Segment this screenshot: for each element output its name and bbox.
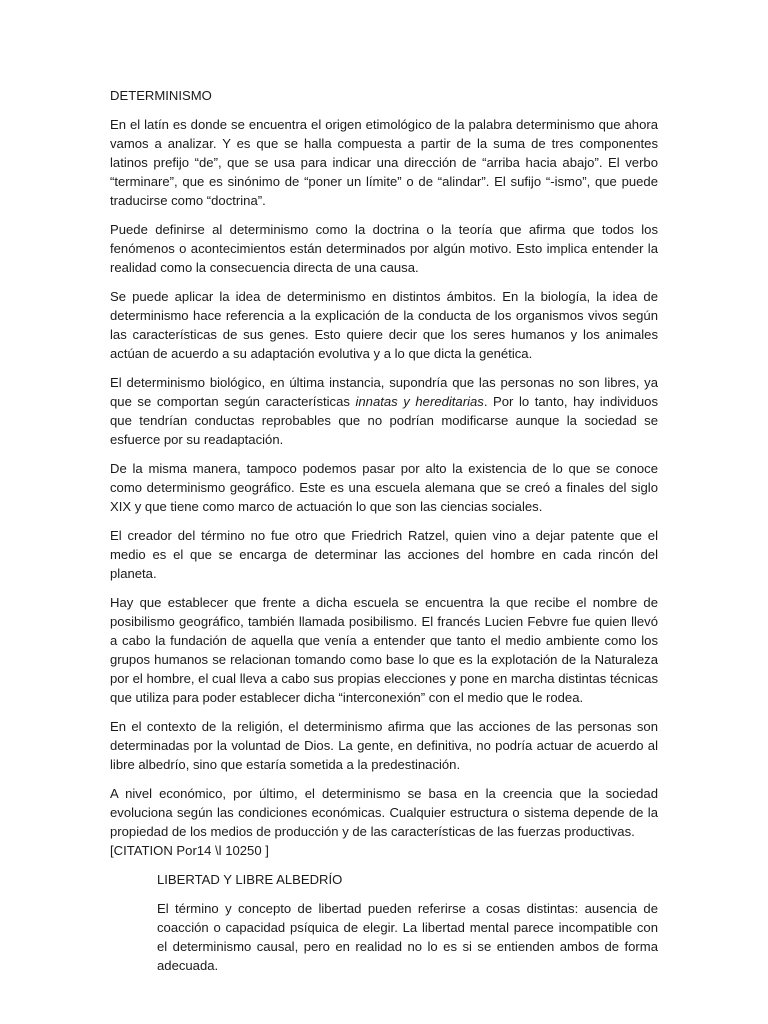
document-title: DETERMINISMO [110, 88, 212, 103]
paragraph-economic [110, 784, 658, 860]
paragraph-text: A nivel económico, por último, el determinismo se basa en la creencia que la sociedad evoluciona según las condiciones económicas. Cualquier estructura o sistema depende de la propiedad de los medios de producción y de las características de las fuerzas productivas. [110, 786, 658, 839]
paragraph-ratzel: El creador del término no fue otro que Friedrich Ratzel, quien vino a dejar patente que el medio es el que se encarga de determinar las acciones del hombre en cada rincón del planeta. [110, 528, 658, 581]
paragraph-religion: En el contexto de la religión, el determinismo afirma que las acciones de las personas son determinadas por la voluntad de Dios. La gente, en definitiva, no podría actuar de acuerdo al libre albedrío, sino que estaría sometida a la predestinación. [110, 719, 658, 772]
paragraph-etymology: En el latín es donde se encuentra el origen etimológico de la palabra determinismo que ahora vamos a analizar. Y es que se halla compuesta a partir de la suma de tres componentes latinos prefijo “de”, que se usa para indicar una dirección de “arriba hacia abajo”. El verbo “terminare”, que es sinónimo de “poner un límite” o de “alindar”. El sufijo “-ismo”, que puede traducirse como “doctrina”. [110, 117, 658, 208]
paragraph-biology: Se puede aplicar la idea de determinismo en distintos ámbitos. En la biología, la idea de determinismo hace referencia a la explicación de la conducta de los organismos vivos según las características de sus genes. Esto quiere decir que los seres humanos y los animales actúan de acuerdo a su adaptación evolutiva y a lo que dicta la genética. [110, 289, 658, 361]
citation-field: [CITATION Por14 \l 10250 ] [110, 843, 269, 858]
paragraph-freedom: El término y concepto de libertad pueden referirse a cosas distintas: ausencia de coacción o capacidad psíquica de elegir. La libertad mental parece incompatible con el determinismo causal, pero en realidad no lo es si se entienden ambos de forma adecuada. [157, 901, 658, 973]
paragraph-geographic: De la misma manera, tampoco podemos pasar por alto la existencia de lo que se conoce como determinismo geográfico. Este es una escuela alemana que se creó a finales del siglo XIX y que tiene como marco de actuación lo que son las ciencias sociales. [110, 461, 658, 514]
document-body [110, 86, 658, 985]
paragraph-text: El determinismo biológico, en última instancia, supondría que las personas no son libres, ya que se comportan según características [110, 375, 658, 409]
paragraph-biological-determinism [110, 373, 658, 449]
paragraph-text: . Por lo tanto, hay individuos que tendrían conductas reprobables que no podrían modificarse aunque la sociedad se esfuerce por su readaptación. [110, 394, 658, 447]
section-subheading: LIBERTAD Y LIBRE ALBEDRÍO [157, 872, 343, 887]
paragraph-definition: Puede definirse al determinismo como la doctrina o la teoría que afirma que todos los fenómenos o acontecimientos están determinados por algún motivo. Esto implica entender la realidad como la consecuencia directa de una causa. [110, 222, 658, 275]
paragraph-possibilism: Hay que establecer que frente a dicha escuela se encuentra la que recibe el nombre de posibilismo geográfico, también llamada posibilismo. El francés Lucien Febvre fue quien llevó a cabo la fundación de aquella que venía a entender que tanto el medio ambiente como los grupos humanos se relacionan tomando como base lo que es la explotación de la Naturaleza por el hombre, el cual lleva a cabo sus propias elecciones y pone en marcha distintas técnicas que utiliza para poder establecer dicha “interconexión” con el medio que le rodea. [110, 595, 658, 705]
emphasis-text: innatas y hereditarias [355, 394, 484, 409]
